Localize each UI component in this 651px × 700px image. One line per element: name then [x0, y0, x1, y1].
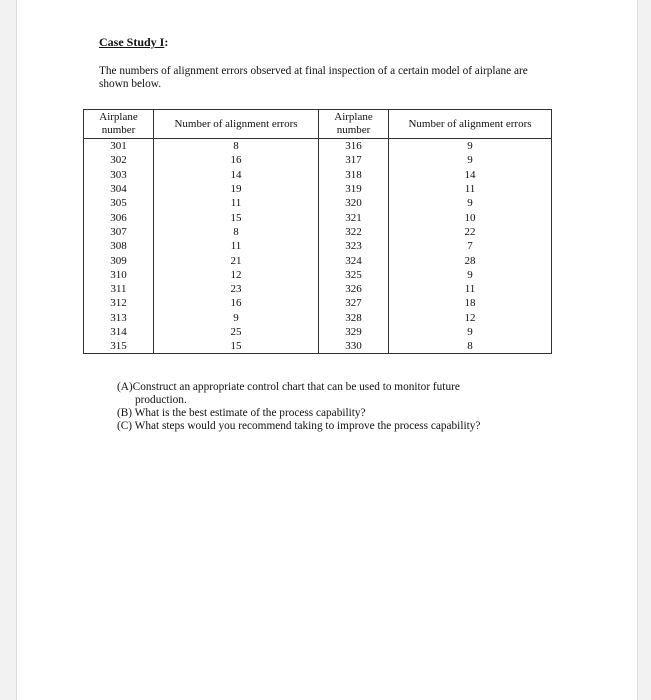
table-header-row: [84, 110, 552, 139]
table-row: [84, 253, 552, 267]
alignment-errors-table: [83, 109, 552, 354]
airplane-number-cell: 324: [319, 253, 389, 267]
table-row: [84, 182, 552, 196]
airplane-number-cell: 323: [319, 239, 389, 253]
airplane-number-cell: 313: [84, 311, 154, 325]
airplane-number-cell: 320: [319, 196, 389, 210]
alignment-errors-cell: 25: [154, 325, 319, 339]
header-alignment-errors-1: Number of alignment errors: [154, 110, 319, 139]
table-row: [84, 153, 552, 167]
airplane-number-cell: 307: [84, 225, 154, 239]
airplane-number-cell: 310: [84, 268, 154, 282]
question-c: (C) What steps would you recommend taking to improve the process capability?: [117, 420, 481, 432]
table-row: [84, 210, 552, 224]
intro-paragraph: The numbers of alignment errors observed at final inspection of a certain model of airplane are shown below.: [99, 65, 528, 90]
alignment-errors-cell: 9: [389, 196, 552, 210]
alignment-errors-cell: 7: [389, 239, 552, 253]
table-row: [84, 196, 552, 210]
alignment-errors-cell: 23: [154, 282, 319, 296]
alignment-errors-cell: 9: [389, 139, 552, 154]
airplane-number-cell: 312: [84, 296, 154, 310]
table-row: [84, 168, 552, 182]
airplane-number-cell: 326: [319, 282, 389, 296]
question-a-line-2: production.: [135, 394, 187, 406]
header-airplane-number-2: Airplane number: [319, 110, 389, 139]
airplane-number-cell: 327: [319, 296, 389, 310]
alignment-errors-cell: 8: [154, 225, 319, 239]
table-row: [84, 325, 552, 339]
alignment-errors-cell: 11: [154, 239, 319, 253]
airplane-number-cell: 316: [319, 139, 389, 154]
header-alignment-errors-2: Number of alignment errors: [389, 110, 552, 139]
table-row: [84, 239, 552, 253]
alignment-errors-cell: 10: [389, 210, 552, 224]
airplane-number-cell: 329: [319, 325, 389, 339]
alignment-errors-cell: 12: [389, 311, 552, 325]
airplane-number-cell: 317: [319, 153, 389, 167]
airplane-number-cell: 325: [319, 268, 389, 282]
table-row: [84, 282, 552, 296]
alignment-errors-cell: 22: [389, 225, 552, 239]
alignment-errors-cell: 11: [389, 182, 552, 196]
table-row: [84, 296, 552, 310]
alignment-errors-cell: 14: [389, 168, 552, 182]
case-study-title: Case Study I:: [99, 35, 169, 49]
alignment-errors-cell: 11: [154, 196, 319, 210]
alignment-errors-cell: 9: [389, 268, 552, 282]
document-page: [16, 0, 638, 700]
alignment-errors-cell: 8: [389, 339, 552, 354]
airplane-number-cell: 301: [84, 139, 154, 154]
question-a: [117, 381, 557, 407]
question-b: (B) What is the best estimate of the process capability?: [117, 407, 366, 419]
table-row: [84, 225, 552, 239]
questions-list: [117, 381, 557, 433]
table-row: [84, 139, 552, 154]
airplane-number-cell: 328: [319, 311, 389, 325]
airplane-number-cell: 330: [319, 339, 389, 354]
table-row: [84, 339, 552, 354]
airplane-number-cell: 308: [84, 239, 154, 253]
airplane-number-cell: 322: [319, 225, 389, 239]
airplane-number-cell: 309: [84, 253, 154, 267]
question-a-line-1: (A)Construct an appropriate control chart that can be used to monitor future: [117, 381, 460, 393]
alignment-errors-cell: 14: [154, 168, 319, 182]
alignment-errors-cell: 9: [154, 311, 319, 325]
alignment-errors-cell: 16: [154, 296, 319, 310]
alignment-errors-cell: 15: [154, 210, 319, 224]
alignment-errors-cell: 28: [389, 253, 552, 267]
header-airplane-number-1: Airplane number: [84, 110, 154, 139]
airplane-number-cell: 306: [84, 210, 154, 224]
airplane-number-cell: 318: [319, 168, 389, 182]
airplane-number-cell: 315: [84, 339, 154, 354]
airplane-number-cell: 311: [84, 282, 154, 296]
alignment-errors-cell: 19: [154, 182, 319, 196]
airplane-number-cell: 305: [84, 196, 154, 210]
airplane-number-cell: 321: [319, 210, 389, 224]
alignment-errors-cell: 9: [389, 325, 552, 339]
airplane-number-cell: 304: [84, 182, 154, 196]
alignment-errors-cell: 18: [389, 296, 552, 310]
alignment-errors-cell: 9: [389, 153, 552, 167]
airplane-number-cell: 303: [84, 168, 154, 182]
alignment-errors-cell: 11: [389, 282, 552, 296]
airplane-number-cell: 302: [84, 153, 154, 167]
table-row: [84, 311, 552, 325]
alignment-errors-cell: 15: [154, 339, 319, 354]
airplane-number-cell: 314: [84, 325, 154, 339]
alignment-errors-cell: 12: [154, 268, 319, 282]
table-row: [84, 268, 552, 282]
alignment-errors-cell: 16: [154, 153, 319, 167]
airplane-number-cell: 319: [319, 182, 389, 196]
alignment-errors-cell: 21: [154, 253, 319, 267]
table-body: [84, 139, 552, 354]
alignment-errors-cell: 8: [154, 139, 319, 154]
